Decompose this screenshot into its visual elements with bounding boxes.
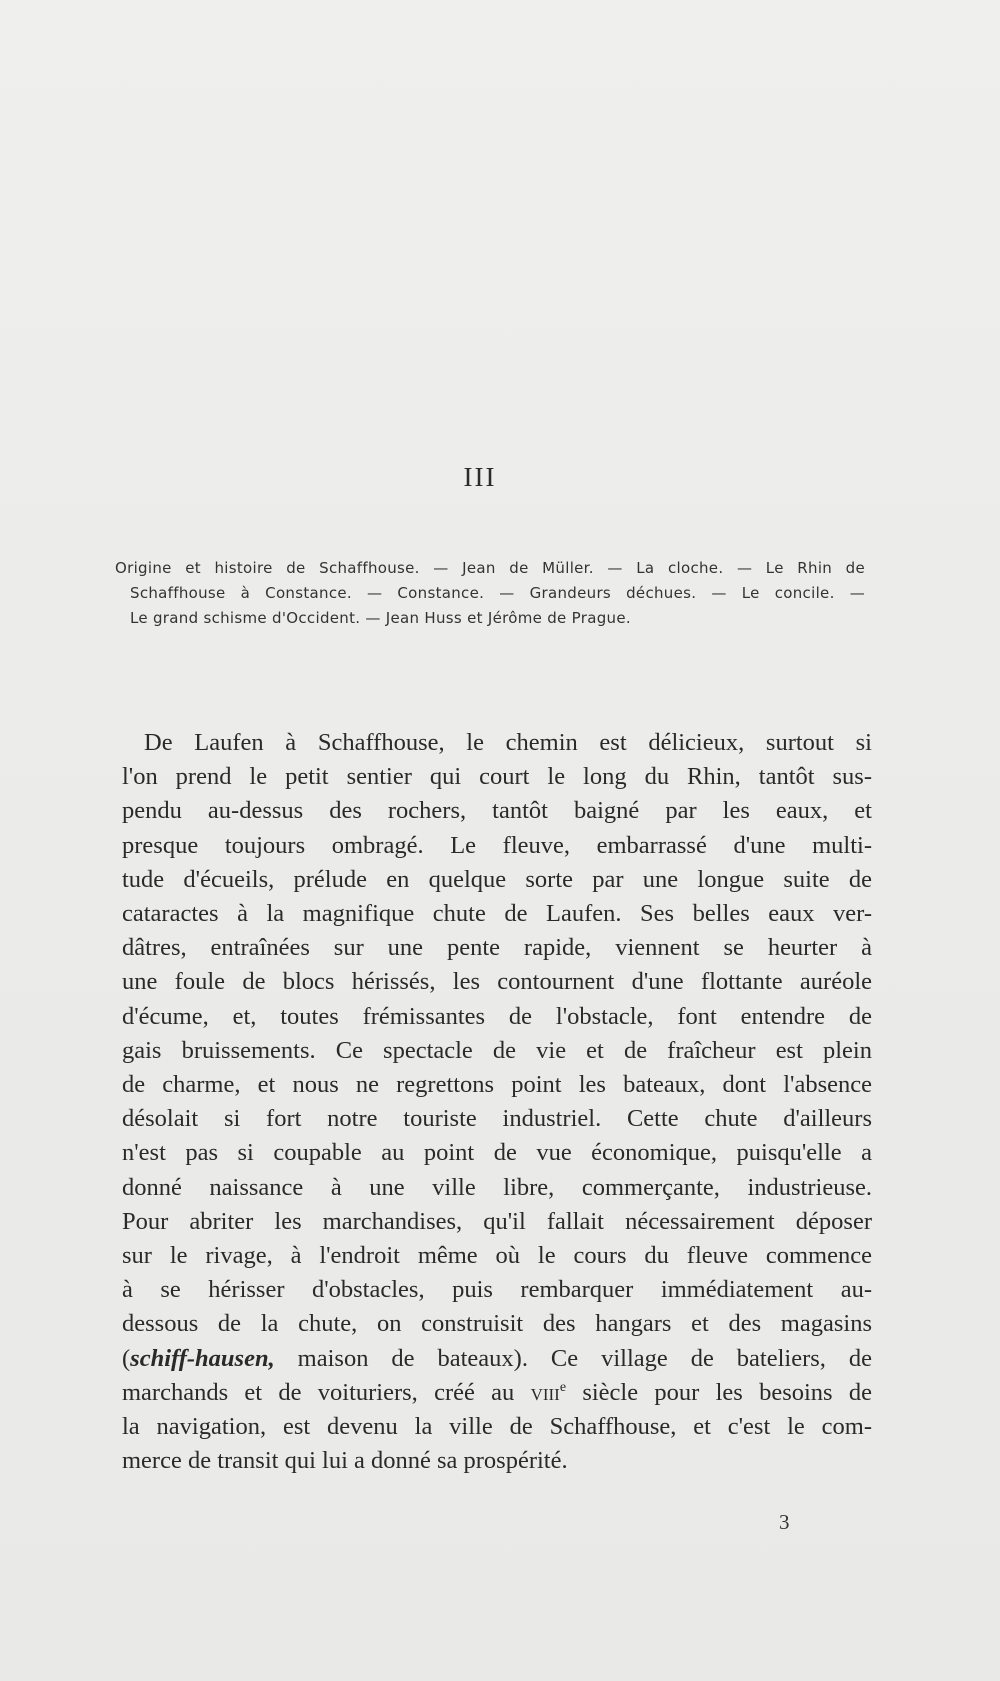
body-line: d'écume, et, toutes frémissantes de l'obstacle, font entendre de — [122, 1002, 872, 1030]
century-superscript: e — [559, 1379, 567, 1395]
body-line: Pour abriter les marchandises, qu'il fallait nécessairement déposer — [122, 1207, 872, 1235]
body-line: n'est pas si coupable au point de vue économique, puisqu'elle a — [122, 1139, 872, 1167]
century-numeral: viii — [530, 1378, 560, 1406]
body-line: gais bruissements. Ce spectacle de vie et de fraîcheur est plein — [122, 1036, 872, 1064]
body-line: dâtres, entraînées sur une pente rapide, viennent se heurter à — [122, 934, 872, 962]
line-after: siècle pour les besoins de — [566, 1378, 872, 1406]
italic-term: schiff-hausen, — [130, 1344, 275, 1372]
page-number: 3 — [779, 1510, 790, 1534]
body-line: merce de transit qui lui a donné sa prospérité. — [122, 1447, 568, 1475]
line-before: marchands et de voituriers, créé au — [122, 1378, 531, 1406]
body-line: De Laufen à Schaffhouse, le chemin est délicieux, surtout si — [144, 729, 872, 756]
body-line-century — [122, 1376, 872, 1410]
body-line: désolait si fort notre touriste industriel. Cette chute d'ailleurs — [122, 1105, 872, 1133]
body-line: pendu au-dessus des rochers, tantôt baigné par les eaux, et — [122, 797, 872, 825]
chapter-number: III — [463, 462, 497, 492]
body-line: la navigation, est devenu la ville de Schaffhouse, et c'est le com- — [122, 1413, 872, 1441]
body-line: à se hérisser d'obstacles, puis rembarquer immédiatement au- — [122, 1276, 872, 1304]
body-line-italic — [122, 1342, 872, 1376]
chapter-summary — [115, 556, 865, 631]
body-line: dessous de la chute, on construisit des hangars et des magasins — [122, 1310, 872, 1338]
summary-line: Origine et histoire de Schaffhouse. — Jean de Müller. — La cloche. — Le Rhin de — [115, 559, 865, 577]
body-paragraph — [122, 726, 872, 1478]
summary-line: Le grand schisme d'Occident. — Jean Huss et Jérôme de Prague. — [130, 609, 631, 627]
summary-line: Schaffhouse à Constance. — Constance. — Grandeurs déchues. — Le concile. — — [130, 584, 865, 602]
body-line: l'on prend le petit sentier qui court le long du Rhin, tantôt sus- — [122, 763, 872, 791]
paren-open: ( — [122, 1344, 131, 1372]
body-line: presque toujours ombragé. Le fleuve, embarrassé d'une multi- — [122, 831, 872, 859]
body-line: tude d'écueils, prélude en quelque sorte par une longue suite de — [122, 865, 872, 893]
body-line: une foule de blocs hérissés, les contournent d'une flottante auréole — [122, 968, 872, 996]
body-line: de charme, et nous ne regrettons point les bateaux, dont l'absence — [122, 1071, 872, 1099]
body-line: donné naissance à une ville libre, commerçante, industrieuse. — [122, 1173, 872, 1201]
body-line: sur le rivage, à l'endroit même où le cours du fleuve commence — [122, 1242, 872, 1270]
line-rest: maison de bateaux). Ce village de bateliers, de — [274, 1344, 872, 1372]
body-line: cataractes à la magnifique chute de Laufen. Ses belles eaux ver- — [122, 900, 872, 928]
